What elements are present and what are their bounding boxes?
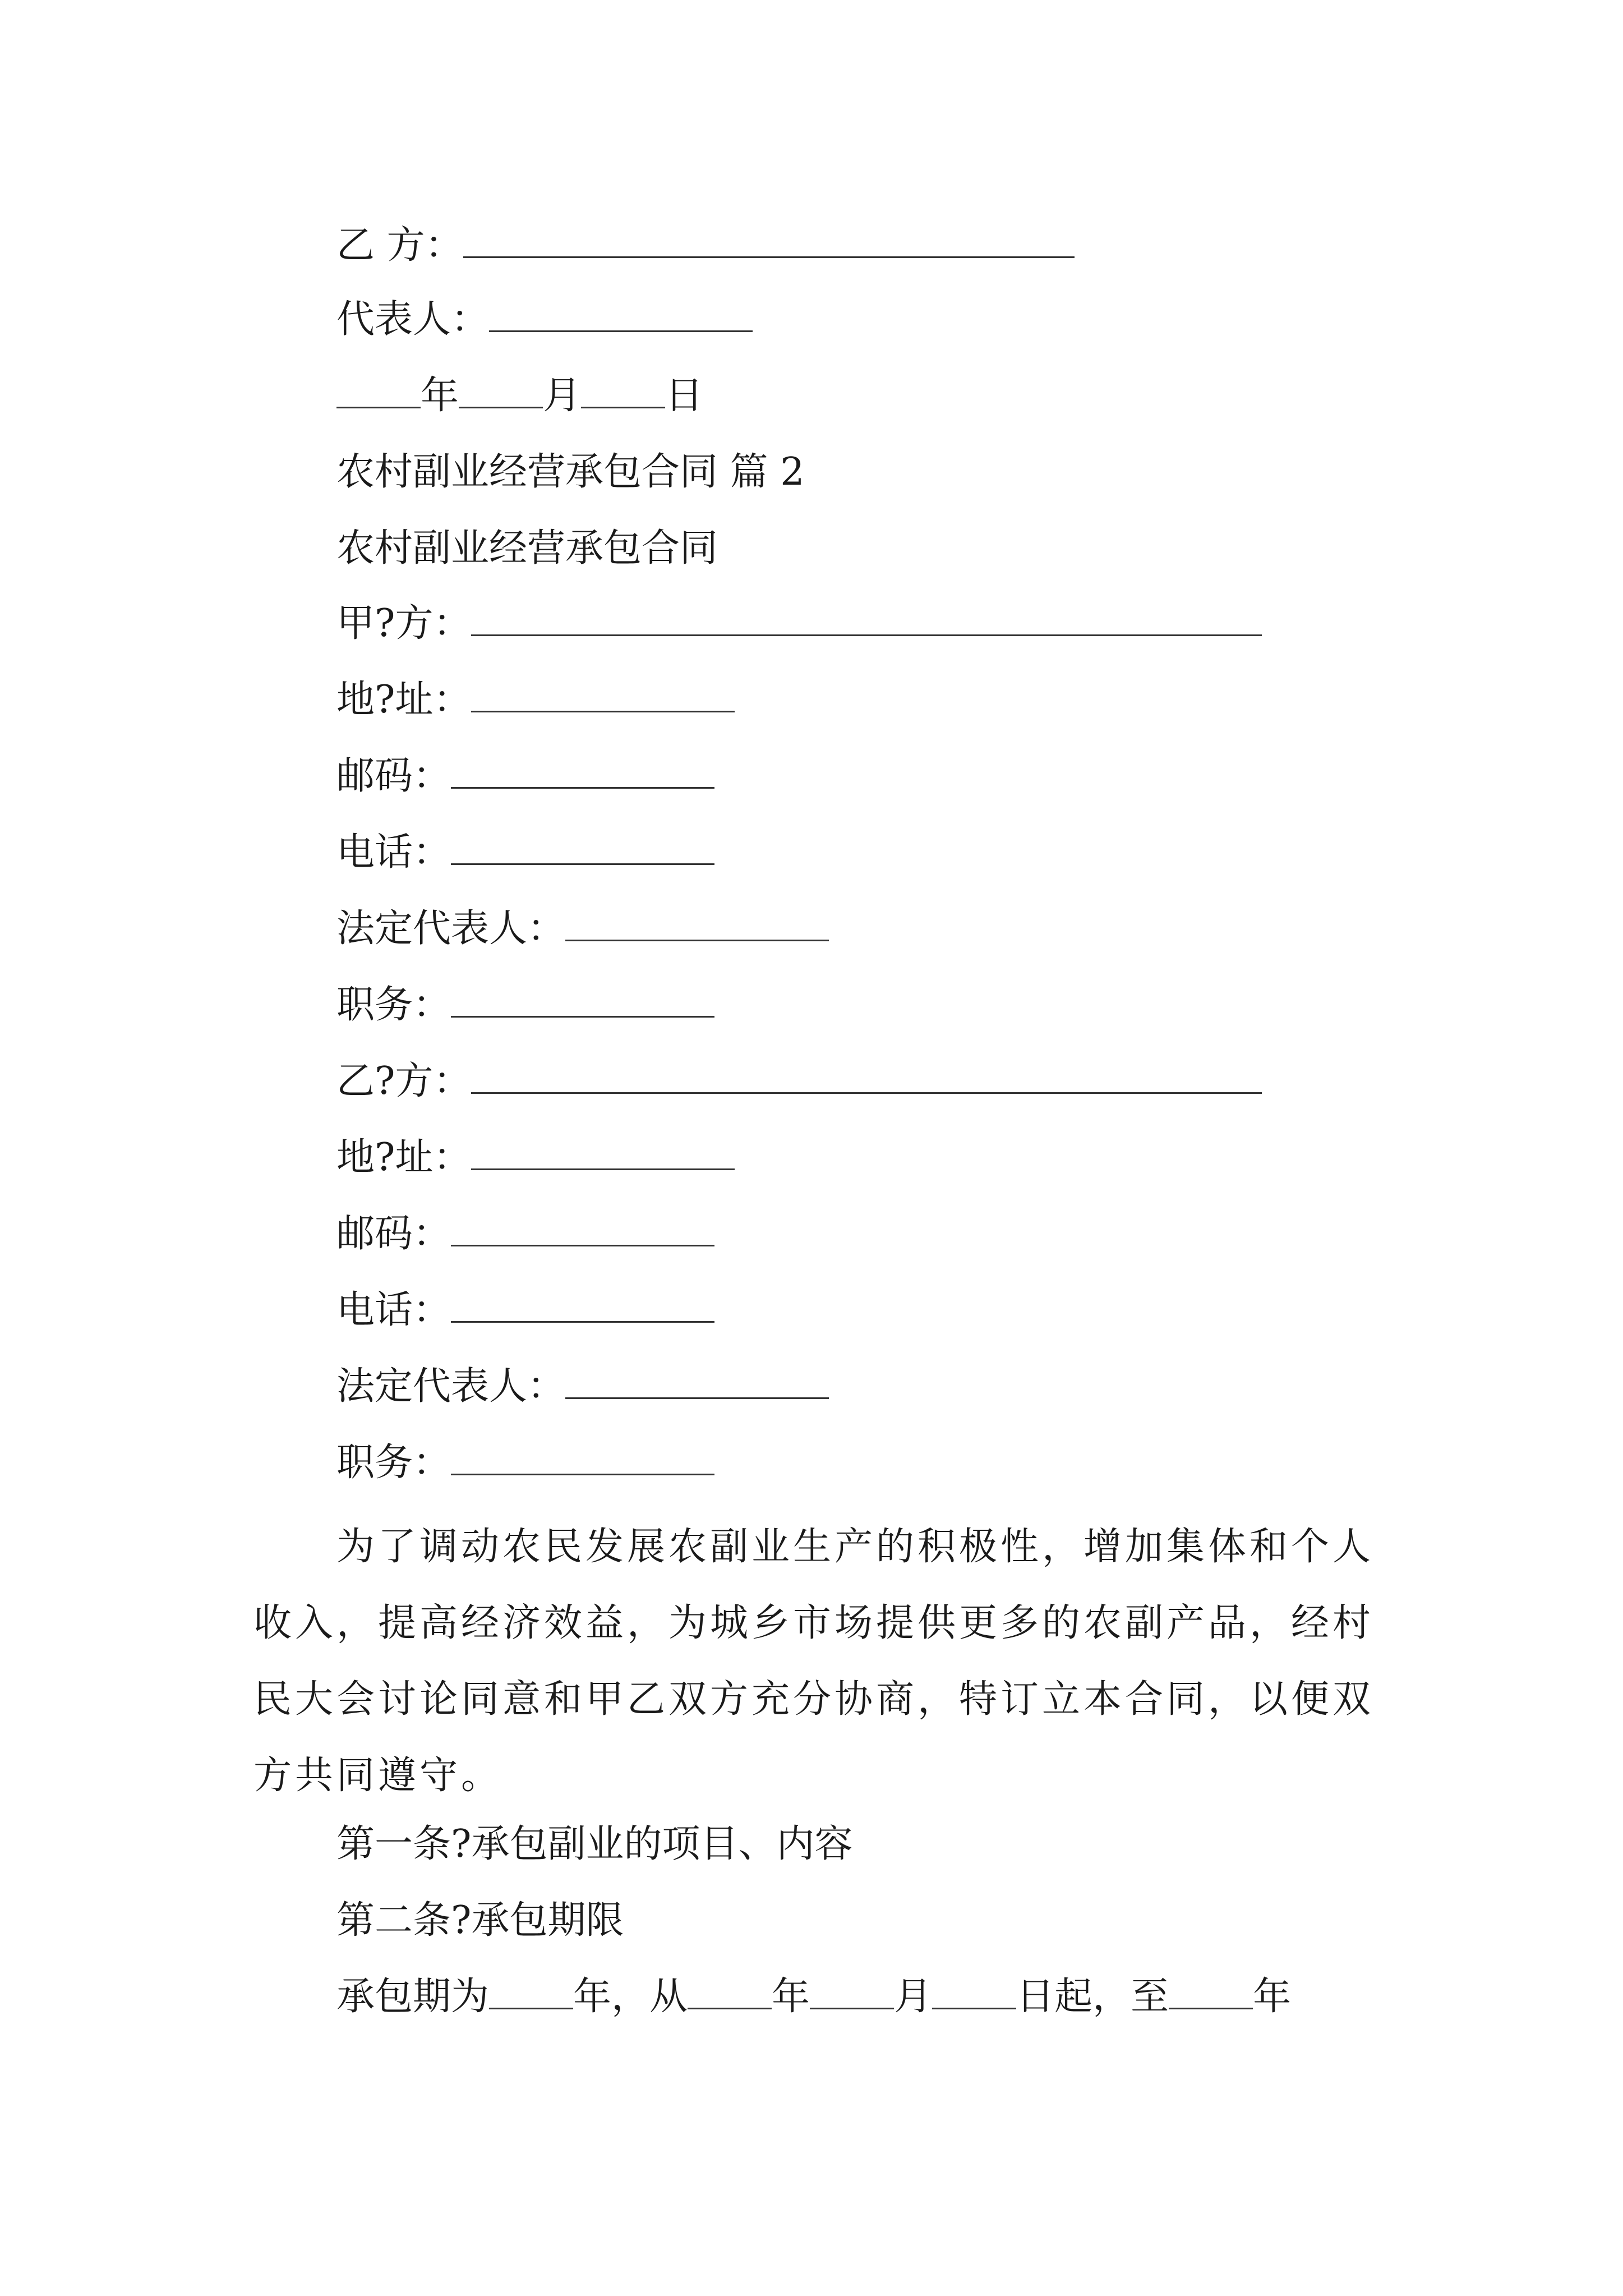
party-a-position-label: 职务： — [336, 983, 451, 1027]
article-2-heading: 第二条?承包期限 — [336, 1898, 624, 1943]
party-b-top-rep-blank — [489, 297, 753, 332]
party-a-phone-line — [336, 826, 714, 880]
term-end-year: 年 — [1253, 1975, 1292, 2019]
party-b-phone-label: 电话： — [336, 1288, 451, 1332]
term-prefix: 承包期为 — [336, 1975, 490, 2019]
heading-with-number: 农村副业经营承包合同 篇 2 — [336, 450, 805, 494]
party-b-position-line — [336, 1436, 714, 1490]
party-a-postcode-line — [336, 749, 714, 803]
date-year-label: 年 — [421, 374, 459, 418]
date-day-label: 日 — [665, 374, 704, 418]
preamble-paragraph: 为了调动农民发展农副业生产的积极性，增加集体和个人收入，提高经济效益，为城乡市场提供更多的农副产品，经村民大会讨论同意和甲乙双方充分协商，特订立本合同，以便双方共同遵守。 — [253, 1525, 1375, 1798]
party-a-address-label: 地?址： — [336, 678, 472, 722]
party-b-top-label: 乙 方： — [336, 223, 463, 268]
party-a-postcode-label: 邮码： — [336, 754, 451, 798]
party-b-name-line — [336, 1055, 1262, 1108]
party-b-legal-rep-line — [336, 1360, 829, 1414]
term-start-month: 月 — [894, 1975, 933, 2019]
term-line — [336, 1970, 1291, 2024]
term-start-day: 日起，至 — [1016, 1975, 1169, 2019]
party-b-address-line — [336, 1131, 735, 1185]
party-b-top-line — [336, 219, 1075, 273]
party-a-legal-rep-label: 法定代表人： — [336, 907, 566, 951]
article-1-heading: 第一条?承包副业的项目、内容 — [336, 1822, 853, 1866]
party-a-position-line — [336, 978, 714, 1032]
party-b-top-rep-line — [336, 293, 753, 347]
party-b-legal-rep-label: 法定代表人： — [336, 1364, 566, 1409]
date-line — [336, 369, 703, 423]
party-b-top-rep-label: 代表人： — [336, 297, 490, 342]
contract-title: 农村副业经营承包合同 — [336, 526, 718, 570]
party-b-top-blank — [463, 223, 1075, 258]
party-b-postcode-label: 邮码： — [336, 1212, 451, 1256]
party-b-position-label: 职务： — [336, 1441, 451, 1485]
party-a-address-line — [336, 673, 735, 727]
party-a-name-line — [336, 597, 1262, 651]
party-b-phone-line — [336, 1283, 714, 1337]
party-b-address-label: 地?址： — [336, 1135, 472, 1180]
party-a-phone-label: 电话： — [336, 830, 451, 875]
term-start-year: 年 — [772, 1975, 810, 2019]
party-b-name-label: 乙?方： — [336, 1059, 472, 1103]
party-b-postcode-line — [336, 1207, 714, 1261]
term-year-from: 年，从 — [573, 1975, 688, 2019]
party-a-name-label: 甲?方： — [336, 601, 472, 646]
date-month-label: 月 — [543, 374, 582, 418]
party-a-legal-rep-line — [336, 902, 829, 956]
